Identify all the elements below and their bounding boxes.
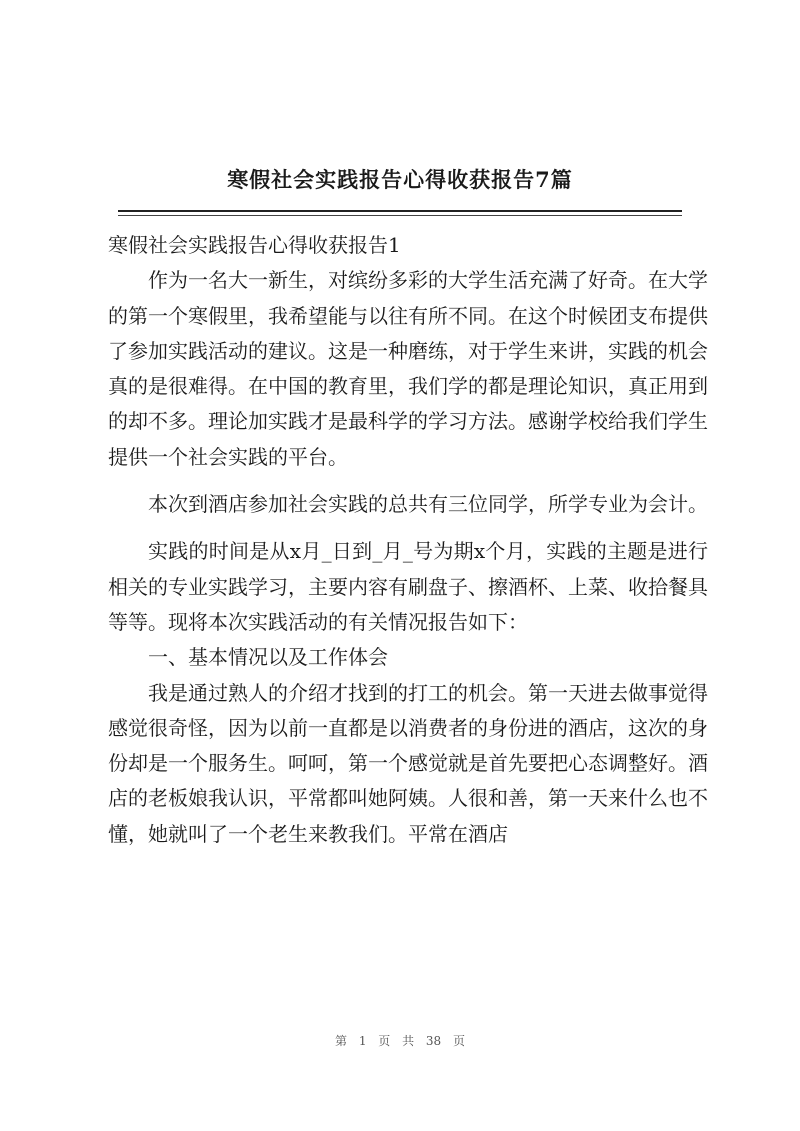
title-rule-thin <box>118 215 682 216</box>
document-title: 寒假社会实践报告心得收获报告7篇 <box>227 167 573 192</box>
title-rule-thick <box>118 210 682 212</box>
paragraph: 本次到酒店参加社会实践的总共有三位同学，所学专业为会计。 <box>148 492 708 517</box>
paragraph: 实践的时间是从x月_日到_月_号为期x个月，实践的主题是进行相关的专业实践学习，主要内容有刷盘子、擦酒杯、上菜、收拾餐具等等。现将本次实践活动的有关情况报告如下： <box>108 539 708 634</box>
section-heading: 寒假社会实践报告心得收获报告1 <box>108 233 401 257</box>
paragraph: 我是通过熟人的介绍才找到的打工的机会。第一天进去做事觉得感觉很奇怪，因为以前一直都是以消费者的身份进的酒店，这次的身份却是一个服务生。呵呵，第一个感觉就是首先要把心态调整好。酒店的老板娘我认识，平常都叫她阿姨。人很和善，第一天来什么也不懂，她就叫了一个老生来教我们。平常在酒店 <box>108 680 708 846</box>
paragraph: 作为一名大一新生，对缤纷多彩的大学生活充满了好奇。在大学的第一个寒假里，我希望能与以往有所不同。在这个时候团支布提供了参加实践活动的建议。这是一种磨练，对于学生来讲，实践的机会真的是很难得。在中国的教育里，我们学的都是理论知识，真正用到的却不多。理论加实践才是最科学的学习方法。感谢学校给我们学生提供一个社会实践的平台。 <box>108 268 708 469</box>
subsection-heading: 一、基本情况以及工作体会 <box>148 645 388 670</box>
document-body <box>108 228 708 852</box>
page-footer: 第 1 页 共 38 页 <box>335 1034 465 1048</box>
